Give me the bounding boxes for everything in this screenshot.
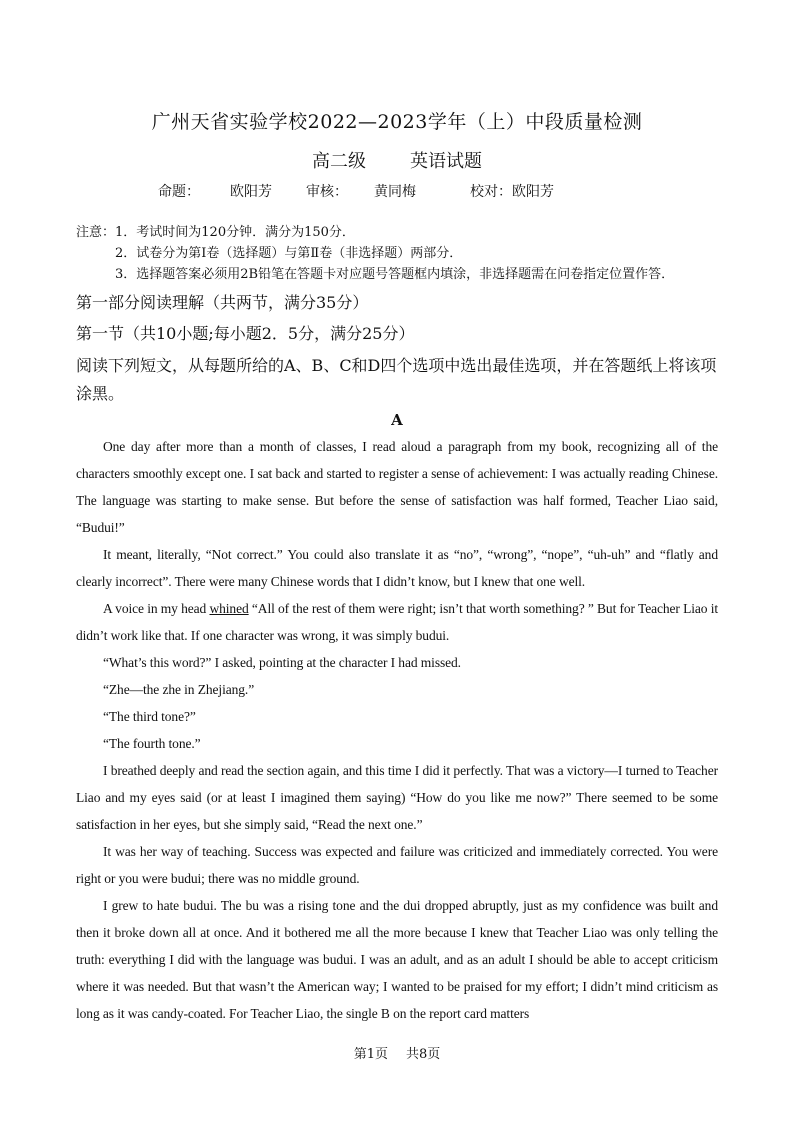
paragraph: It meant, literally, “Not correct.” You could also translate it as “no”, “wrong”, “nope”, “uh-uh” and “flatly and clearly incorrect”. There were many Chinese words that I didn’t know, but I knew that one well. (76, 547, 718, 589)
setter-name: 欧阳芳 (230, 184, 272, 200)
paragraph: “The third tone?” (103, 709, 196, 724)
paragraph: I breathed deeply and read the section again, and this time I did it perfectly. That was a victory—I turned to Teacher Liao and my eyes said (or at least I imagined them saying) “How do you like me now?” There seemed to be some satisfaction in her eyes, but she simply said, “Read the next one.” (76, 763, 718, 832)
exam-subtitle (0, 147, 794, 173)
paragraph: It was her way of teaching. Success was expected and failure was criticized and immediately corrected. You were right or you were budui; there was no middle ground. (76, 844, 718, 886)
reviewer-name: 黄同梅 (374, 184, 416, 200)
paragraph (76, 595, 718, 649)
paragraph: I grew to hate budui. The bu was a rising tone and the dui dropped abruptly, just as my confidence was built and then it broke down all at once. And it bothered me all the more because I knew that Teacher Liao was only telling the truth: everything I did with the language was budui. I was an adult, and as an adult I should be able to accept criticism where it was needed. But that wasn’t the American way; I wanted to be praised for my effort; I didn’t mind criticism as long as it was candy-coated. For Teacher Liao, the single B on the report card matters (76, 898, 718, 1021)
page-total: 共8页 (406, 1047, 441, 1062)
page-footer (0, 1043, 794, 1062)
note-item: 注意：1．考试时间为120分钟．满分为150分． (76, 225, 355, 240)
reading-passage (76, 433, 718, 1027)
setter-label: 命题： (158, 184, 200, 200)
paragraph: “What’s this word?” I asked, pointing at the character I had missed. (103, 655, 461, 670)
proofreader: 校对：欧阳芳 (470, 184, 554, 200)
paragraph: “Zhe—the zhe in Zhejiang.” (103, 682, 255, 697)
exam-title: 广州天省实验学校2022—2023学年（上）中段质量检测 (151, 111, 643, 133)
page-number: 第1页 (353, 1047, 388, 1062)
part-heading: 第一部分阅读理解（共两节，满分35分） (76, 293, 369, 312)
paragraph-text: “All of the rest of them were right; isn’t that worth something? ” But for Teacher Liao it didn’t work like that. If one character was wrong, it was simply budui. (76, 601, 719, 643)
underlined-word: whined (209, 601, 249, 616)
exam-notes (76, 222, 726, 285)
paragraph-text: A voice in my head (103, 601, 210, 616)
paragraph: “The fourth tone.” (103, 736, 201, 751)
paragraph: One day after more than a month of classes, I read aloud a paragraph from my book, recognizing all of the characters smoothly except one. I sat back and started to register a sense of achievement: I was actually reading Chinese. The language was starting to make sense. But before the sense of satisfaction was half formed, Teacher Liao said, “Budui!” (76, 439, 718, 535)
note-item: 3．选择题答案必须用2B铅笔在答题卡对应题号答题框内填涂，非选择题需在问卷指定位置作答． (115, 267, 675, 282)
passage-label: A (391, 411, 403, 429)
section-heading: 第一节（共10小题;每小题2．5分，满分25分） (76, 324, 415, 343)
reviewer-label: 审核： (306, 184, 348, 200)
note-item: 2．试卷分为第Ⅰ卷（选择题）与第Ⅱ卷（非选择题）两部分． (115, 246, 463, 261)
grade-label: 高二级 (312, 151, 366, 172)
section-instruction: 阅读下列短文，从每题所给的A、B、C和D四个选项中选出最佳选项，并在答题纸上将该项涂黑。 (76, 356, 717, 403)
credits-line (158, 181, 554, 201)
subject-label: 英语试题 (410, 151, 482, 172)
